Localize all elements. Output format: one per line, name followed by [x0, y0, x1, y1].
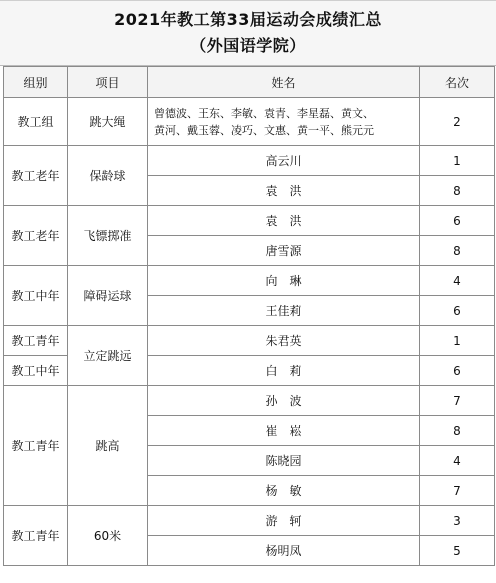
group-cell: 教工青年	[4, 386, 68, 506]
name-cell: 陈晓园	[148, 446, 420, 476]
header-row	[4, 67, 495, 98]
name-cell: 高云川	[148, 146, 420, 176]
event-cell: 跳高	[68, 386, 148, 506]
rank-cell: 8	[420, 236, 495, 266]
event-cell: 跳大绳	[68, 98, 148, 146]
name-line: 黄河、戴玉蓉、凌巧、文惠、黄一平、熊元元	[154, 123, 374, 137]
rank-cell: 2	[420, 98, 495, 146]
rank-cell: 7	[420, 386, 495, 416]
group-cell: 教工青年	[4, 326, 68, 356]
group-cell: 教工中年	[4, 356, 68, 386]
title-block	[0, 0, 496, 66]
table-row	[4, 206, 495, 236]
rank-cell: 4	[420, 446, 495, 476]
name-cell: 向 琳	[148, 266, 420, 296]
group-cell: 教工老年	[4, 146, 68, 206]
header-group: 组别	[4, 67, 68, 98]
rank-cell: 1	[420, 326, 495, 356]
table-row	[4, 266, 495, 296]
name-cell: 杨 敏	[148, 476, 420, 506]
name-cell: 袁 洪	[148, 176, 420, 206]
name-cell: 孙 波	[148, 386, 420, 416]
group-cell: 教工中年	[4, 266, 68, 326]
header-name: 姓名	[148, 67, 420, 98]
rank-cell: 1	[420, 146, 495, 176]
name-cell: 杨明凤	[148, 536, 420, 566]
event-cell: 飞镖掷准	[68, 206, 148, 266]
name-cell: 朱君英	[148, 326, 420, 356]
rank-cell: 6	[420, 296, 495, 326]
results-table	[3, 66, 495, 566]
event-cell: 60米	[68, 506, 148, 566]
group-cell: 教工老年	[4, 206, 68, 266]
group-cell: 教工组	[4, 98, 68, 146]
name-cell: 游 轲	[148, 506, 420, 536]
table-row	[4, 146, 495, 176]
table-row	[4, 98, 495, 146]
event-cell: 立定跳远	[68, 326, 148, 386]
table-row	[4, 326, 495, 356]
name-cell	[148, 98, 420, 146]
page-subtitle: （外国语学院）	[190, 36, 306, 55]
name-line: 曾德波、王东、李敏、袁青、李星磊、黄文、	[154, 106, 374, 120]
rank-cell: 5	[420, 536, 495, 566]
group-cell: 教工青年	[4, 506, 68, 566]
header-rank: 名次	[420, 67, 495, 98]
table-row	[4, 506, 495, 536]
event-cell: 保龄球	[68, 146, 148, 206]
name-cell: 王佳莉	[148, 296, 420, 326]
rank-cell: 8	[420, 176, 495, 206]
event-cell: 障碍运球	[68, 266, 148, 326]
rank-cell: 6	[420, 206, 495, 236]
header-event: 项目	[68, 67, 148, 98]
rank-cell: 8	[420, 416, 495, 446]
name-cell: 唐雪源	[148, 236, 420, 266]
name-cell: 白 莉	[148, 356, 420, 386]
rank-cell: 3	[420, 506, 495, 536]
name-cell: 崔 崧	[148, 416, 420, 446]
name-cell: 袁 洪	[148, 206, 420, 236]
page-title: 2021年教工第33届运动会成绩汇总	[114, 10, 382, 29]
rank-cell: 4	[420, 266, 495, 296]
rank-cell: 6	[420, 356, 495, 386]
rank-cell: 7	[420, 476, 495, 506]
table-row	[4, 386, 495, 416]
